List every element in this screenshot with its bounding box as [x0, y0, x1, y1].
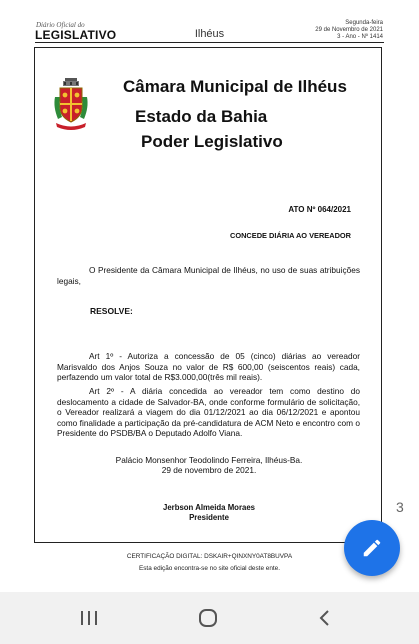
gazette-header: [0, 0, 419, 46]
act-number: ATO Nº 064/2021: [288, 205, 351, 214]
article-1: Art 1º - Autoriza a concessão de 05 (cinco) diárias ao vereador Marisvaldo dos Anjos Souza no valor de R$ 600,00 (seiscentos reais) cada, perfazendo um valor total de R$3.000,00(três mil reais).: [57, 351, 360, 383]
document-page: [34, 47, 382, 543]
digital-certification: CERTIFICAÇÃO DIGITAL: DSKAIR+QINXNY0AT8BUVPA: [126, 553, 293, 560]
recent-apps-icon: [78, 609, 100, 627]
article-2: Art 2º - A diária concedida ao vereador tem como destino do deslocamento a cidade de Salvador-BA, onde conforme formulário de solicitação, o Vereador realizará a viagem do dia 01/12/2021 ao dia 06/12/2021 e apontou como finalidade a participação da pré-candidatura de ACM Neto e encontro com o Presidente do PSDB/BA o Deputado Adolfo Viana.: [57, 386, 360, 439]
resolve-heading: RESOLVE:: [90, 306, 133, 316]
home-button[interactable]: [188, 602, 228, 634]
signature-block: [35, 503, 383, 523]
institution-name: Câmara Municipal de Ilhéus: [123, 77, 347, 96]
header-divider: [35, 42, 384, 43]
home-icon: [197, 607, 219, 629]
edit-pencil-icon: [361, 537, 383, 559]
back-button[interactable]: [305, 602, 345, 634]
back-icon: [316, 608, 334, 628]
gazette-city: Ilhéus: [194, 28, 225, 40]
gazette-weekday: Segunda-feira: [345, 20, 383, 26]
signer-name: Jerbson Almeida Moraes: [162, 503, 255, 512]
signer-title: Presidente: [189, 513, 229, 522]
institution-branch: Poder Legislativo: [141, 132, 283, 151]
gazette-edition: 3 - Ano - Nº 1414: [337, 34, 383, 40]
gazette-kicker: Diário Oficial do: [36, 21, 85, 29]
edit-fab-button[interactable]: [344, 520, 400, 576]
date-line: 29 de novembro de 2021.: [161, 465, 257, 476]
gazette-date: 29 de Novembro de 2021: [315, 27, 383, 33]
gazette-brand: LEGISLATIVO: [35, 28, 117, 42]
gazette-date-block: [315, 20, 383, 41]
page-number-indicator: 3: [396, 499, 404, 515]
system-navigation-bar: [0, 592, 419, 644]
place-date-block: [35, 455, 383, 475]
official-site-notice: Esta edição encontra-se no site oficial deste ente.: [138, 565, 281, 572]
coat-of-arms-icon: [52, 77, 90, 135]
act-subject: CONCEDE DIÁRIA AO VEREADOR: [230, 231, 351, 240]
recent-apps-button[interactable]: [69, 602, 109, 634]
place-line: Palácio Monsenhor Teodolindo Ferreira, Ilhéus-Ba.: [115, 455, 303, 465]
institution-state: Estado da Bahia: [135, 107, 268, 126]
intro-paragraph: O Presidente da Câmara Municipal de Ilhéus, no uso de suas atribuições legais,: [57, 265, 360, 286]
